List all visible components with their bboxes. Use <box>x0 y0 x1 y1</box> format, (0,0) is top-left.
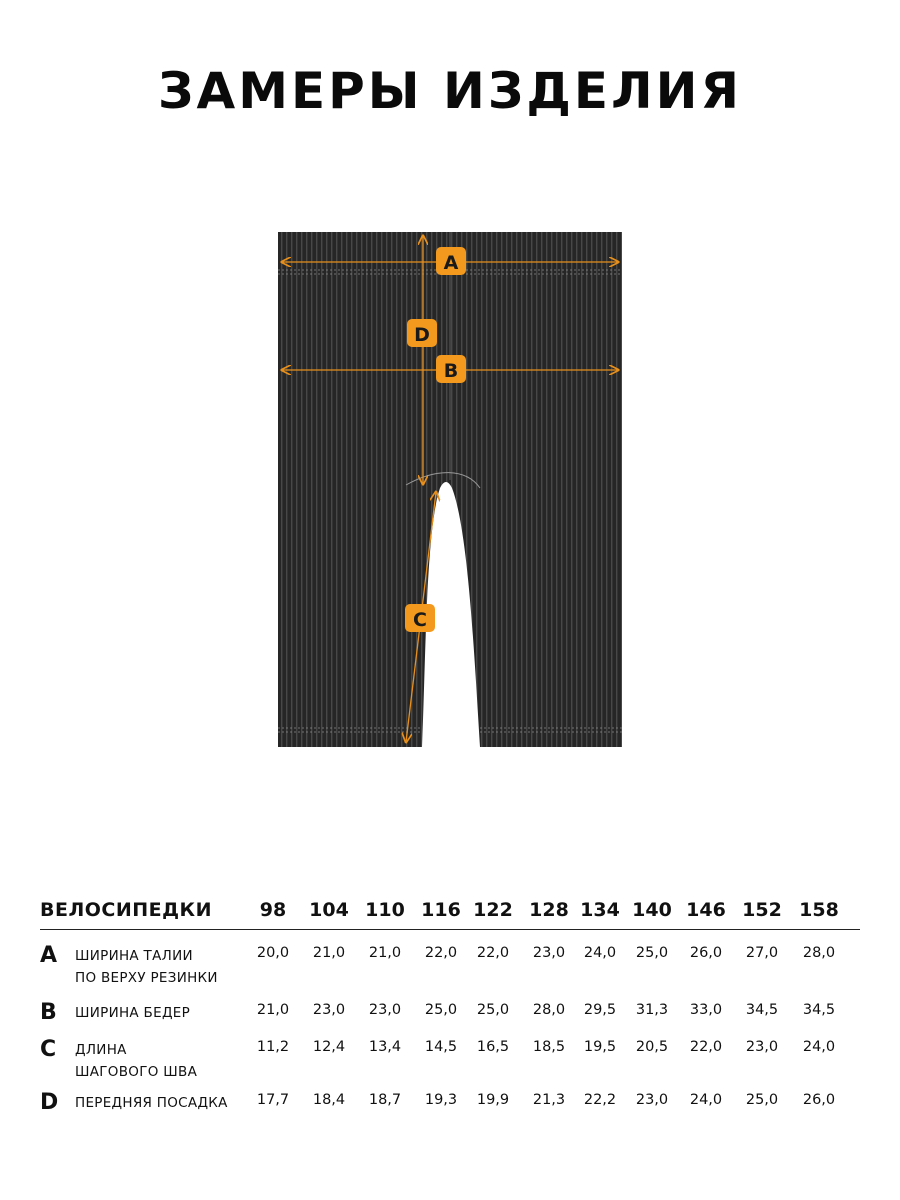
badge-b-label: B <box>443 360 459 382</box>
size-header-cell: 122 <box>473 899 513 921</box>
badge-b <box>436 355 466 383</box>
badge-a-label: A <box>443 252 459 274</box>
value-cell: 25,0 <box>476 1002 510 1018</box>
value-cell: 23,0 <box>532 945 566 961</box>
badge-d-label: D <box>414 324 430 346</box>
value-cell: 23,0 <box>312 1002 346 1018</box>
value-cell: 19,9 <box>476 1092 510 1108</box>
value-cell: 31,3 <box>635 1002 669 1018</box>
size-header-cell: 146 <box>686 899 726 921</box>
shorts-svg <box>276 230 626 750</box>
value-cell: 22,0 <box>689 1039 723 1055</box>
value-cell: 23,0 <box>635 1092 669 1108</box>
size-table <box>40 897 860 1115</box>
value-cell: 29,5 <box>583 1002 617 1018</box>
size-header-cell: 110 <box>365 899 405 921</box>
value-cell: 25,0 <box>745 1092 779 1108</box>
row-letter: C <box>40 1037 57 1062</box>
page-title: ЗАМЕРЫ ИЗДЕЛИЯ <box>158 62 742 120</box>
value-cell: 22,0 <box>476 945 510 961</box>
value-cell: 13,4 <box>368 1039 402 1055</box>
value-cell: 26,0 <box>802 1092 836 1108</box>
value-cell: 19,3 <box>424 1092 458 1108</box>
value-cell: 25,0 <box>635 945 669 961</box>
size-header-cell: 152 <box>742 899 782 921</box>
value-cell: 21,0 <box>368 945 402 961</box>
value-cell: 24,0 <box>583 945 617 961</box>
value-cell: 33,0 <box>689 1002 723 1018</box>
value-cell: 28,0 <box>802 945 836 961</box>
badge-a <box>436 247 466 275</box>
value-cell: 23,0 <box>368 1002 402 1018</box>
value-cell: 19,5 <box>583 1039 617 1055</box>
row-description-line: ШИРИНА ТАЛИИ <box>75 948 193 964</box>
value-cell: 11,2 <box>256 1039 290 1055</box>
value-cell: 14,5 <box>424 1039 458 1055</box>
value-cell: 24,0 <box>689 1092 723 1108</box>
badge-c <box>405 604 435 632</box>
size-header-cell: 128 <box>529 899 569 921</box>
product-name: ВЕЛОСИПЕДКИ <box>40 899 212 921</box>
value-cell: 18,4 <box>312 1092 346 1108</box>
row-letter: D <box>40 1090 59 1115</box>
row-description-line: ДЛИНА <box>75 1042 127 1058</box>
value-cell: 21,0 <box>312 945 346 961</box>
value-cell: 20,0 <box>256 945 290 961</box>
value-cell: 16,5 <box>476 1039 510 1055</box>
value-cell: 12,4 <box>312 1039 346 1055</box>
value-cell: 21,3 <box>532 1092 566 1108</box>
size-header-cell: 116 <box>421 899 461 921</box>
value-cell: 25,0 <box>424 1002 458 1018</box>
row-description-line: ШАГОВОГО ШВА <box>75 1064 198 1080</box>
size-table-header <box>40 897 860 930</box>
row-letter: A <box>40 943 58 968</box>
value-cell: 27,0 <box>745 945 779 961</box>
size-header-cell: 104 <box>309 899 349 921</box>
value-cell: 17,7 <box>256 1092 290 1108</box>
badge-d <box>407 319 437 347</box>
size-header-cell: 140 <box>632 899 672 921</box>
row-letter: B <box>40 1000 57 1025</box>
shorts-diagram <box>276 230 626 750</box>
size-header-cell: 98 <box>259 899 287 921</box>
value-cell: 28,0 <box>532 1002 566 1018</box>
value-cell: 22,0 <box>424 945 458 961</box>
badge-c-label: C <box>413 609 427 631</box>
value-cell: 26,0 <box>689 945 723 961</box>
row-description-line: ПО ВЕРХУ РЕЗИНКИ <box>75 970 218 986</box>
size-header-cell: 158 <box>799 899 839 921</box>
value-cell: 34,5 <box>802 1002 836 1018</box>
row-description-line: ШИРИНА БЕДЕР <box>75 1005 191 1021</box>
value-cell: 18,5 <box>532 1039 566 1055</box>
value-cell: 21,0 <box>256 1002 290 1018</box>
value-cell: 24,0 <box>802 1039 836 1055</box>
value-cell: 34,5 <box>745 1002 779 1018</box>
value-cell: 18,7 <box>368 1092 402 1108</box>
value-cell: 20,5 <box>635 1039 669 1055</box>
value-cell: 22,2 <box>583 1092 617 1108</box>
size-header-cell: 134 <box>580 899 620 921</box>
value-cell: 23,0 <box>745 1039 779 1055</box>
row-description-line: ПЕРЕДНЯЯ ПОСАДКА <box>75 1095 228 1111</box>
